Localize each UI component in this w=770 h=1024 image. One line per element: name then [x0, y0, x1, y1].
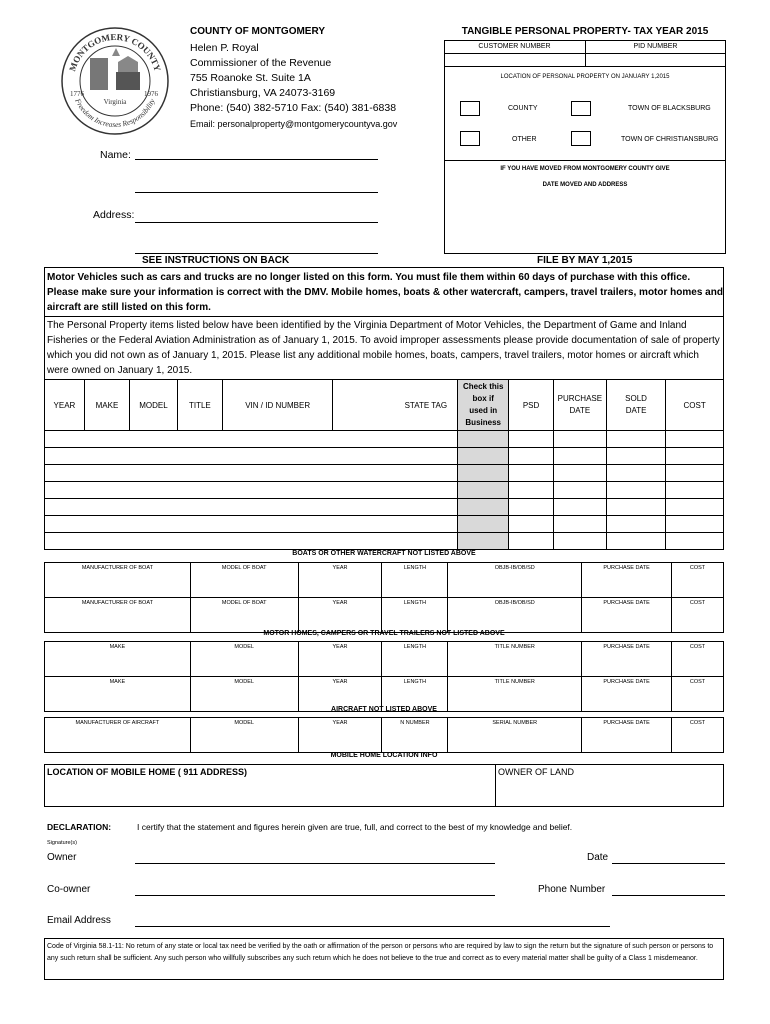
col-vin: VIN / ID NUMBER: [222, 380, 333, 431]
legal-footer-text: Code of Virginia 58.1-11: No return of any state or local tax need be verified by the oath or affirmation of the person or persons who are required by law to sign the return but the signature of such person or persons to any such return shall be sufficient. Any such person who willfully subscribes any such return which he does not believe to the true and correct as to every material matter shall be guilty of a Class 1 misdemeanor.: [47, 943, 714, 962]
col-psd: PSD: [509, 380, 554, 431]
col-sold-date: SOLD DATE: [606, 380, 665, 431]
co-owner-label: Co-owner: [47, 884, 91, 895]
aircraft-purchase-cell[interactable]: PURCHASE DATE: [582, 718, 672, 753]
mh-year-cell[interactable]: YEAR: [298, 642, 382, 677]
seal-left-text: 1776: [70, 90, 84, 98]
location-divider: [444, 66, 726, 67]
office-email[interactable]: Email: personalproperty@montgomerycountyva.gov: [190, 119, 398, 129]
blacksburg-checkbox[interactable]: [571, 101, 591, 116]
boat-length-cell[interactable]: LENGTH: [382, 563, 448, 598]
notice-divider: [44, 316, 724, 317]
office-address-1: 755 Roanoke St. Suite 1A: [190, 72, 311, 84]
table-row[interactable]: [45, 718, 724, 753]
mh-title-cell[interactable]: TITLE NUMBER: [448, 642, 582, 677]
property-info-box: [444, 40, 726, 254]
aircraft-table[interactable]: [44, 717, 724, 753]
date-field[interactable]: [612, 851, 725, 864]
seal-bottom-text: Freedom Increases Responsibility: [73, 97, 157, 130]
boat-length-cell[interactable]: LENGTH: [382, 598, 448, 633]
motor-homes-table[interactable]: [44, 641, 724, 712]
mh-length-cell[interactable]: LENGTH: [382, 677, 448, 712]
aircraft-n-number-cell[interactable]: N NUMBER: [382, 718, 448, 753]
declaration-label: DECLARATION:: [47, 822, 112, 832]
seal-top-text: MONTGOMERY COUNTY: [67, 31, 163, 73]
mh-year-cell[interactable]: YEAR: [298, 677, 382, 712]
date-label: Date: [587, 852, 609, 863]
email-label: Email Address: [47, 915, 111, 926]
see-instructions: SEE INSTRUCTIONS ON BACK: [142, 255, 290, 266]
col-state-tag: STATE TAG: [333, 380, 458, 431]
boat-purchase-cell[interactable]: PURCHASE DATE: [582, 563, 672, 598]
aircraft-year-cell[interactable]: YEAR: [298, 718, 382, 753]
county-checkbox[interactable]: [460, 101, 480, 116]
christiansburg-checkbox[interactable]: [571, 131, 591, 146]
mh-make-cell[interactable]: MAKE: [45, 677, 191, 712]
seal-state: Virginia: [103, 98, 127, 106]
boat-purchase-cell[interactable]: PURCHASE DATE: [582, 598, 672, 633]
form-title: TANGIBLE PERSONAL PROPERTY- TAX YEAR 2015: [461, 26, 709, 37]
name-label: Name:: [100, 149, 131, 161]
other-option-label: OTHER: [512, 136, 537, 143]
signatures-label: Signature(s): [47, 840, 77, 846]
table-row[interactable]: [45, 431, 724, 448]
christiansburg-option-label: TOWN OF CHRISTIANSBURG: [621, 136, 719, 143]
mh-cost-cell[interactable]: COST: [672, 677, 724, 712]
boat-manufacturer-cell[interactable]: MANUFACTURER OF BOAT: [45, 563, 191, 598]
name-field-1[interactable]: [135, 147, 378, 160]
col-purchase-date: PURCHASE DATE: [553, 380, 606, 431]
col-cost: COST: [666, 380, 724, 431]
boat-year-cell[interactable]: YEAR: [298, 563, 382, 598]
co-owner-signature-field[interactable]: [135, 883, 495, 896]
table-row[interactable]: [45, 448, 724, 465]
seal-icon: [60, 26, 170, 136]
name-field-2[interactable]: [135, 180, 378, 193]
boat-cost-cell[interactable]: COST: [672, 563, 724, 598]
vehicle-table: [44, 379, 724, 550]
mobile-home-location-label: LOCATION OF MOBILE HOME ( 911 ADDRESS): [47, 767, 248, 777]
address-field-1[interactable]: [135, 210, 378, 223]
aircraft-serial-cell[interactable]: SERIAL NUMBER: [448, 718, 582, 753]
moved-label-1: IF YOU HAVE MOVED FROM MONTGOMERY COUNTY GIVE: [500, 166, 670, 172]
declaration-text: I certify that the statement and figures herein given are true, full, and correct to the best of my knowledge and belief.: [137, 822, 573, 832]
mh-make-cell[interactable]: MAKE: [45, 642, 191, 677]
owner-label: Owner: [47, 852, 77, 863]
boat-obj-cell[interactable]: OBJB-IB/OB/SD: [448, 563, 582, 598]
county-option-label: COUNTY: [508, 105, 538, 112]
commissioner-name: Helen P. Royal: [190, 42, 259, 54]
col-make: MAKE: [84, 380, 129, 431]
mobile-home-location-field[interactable]: [44, 778, 495, 807]
aircraft-model-cell[interactable]: MODEL: [190, 718, 298, 753]
file-by-date: FILE BY MAY 1,2015: [537, 255, 633, 266]
mobile-home-title: MOBILE HOME LOCATION INFO: [330, 752, 438, 759]
county-seal: [60, 26, 170, 136]
mh-model-cell[interactable]: MODEL: [190, 642, 298, 677]
mh-title-cell[interactable]: TITLE NUMBER: [448, 677, 582, 712]
county-title: COUNTY OF MONTGOMERY: [190, 26, 325, 37]
owner-of-land-label: OWNER OF LAND: [498, 767, 575, 777]
table-row[interactable]: [45, 499, 724, 516]
boat-model-cell[interactable]: MODEL OF BOAT: [190, 563, 298, 598]
motor-homes-title: MOTOR HOMES, CAMPERS OR TRAVEL TRAILERS NOT LISTED ABOVE: [263, 630, 505, 637]
property-notice: The Personal Property items listed below have been identified by the Virginia Department of Motor Vehicles, the Department of Game and Inland Fisheries or the Federal Aviation Administration as of January 1, 2015. To avoid improper assessments please provide documentation of sale of property which you did not own as of January 1, 2015. Please list any additional mobile homes, boats, campers, travel trailers, motor homes or aircraft which were owned on January 1, 2015.: [47, 320, 720, 376]
mh-purchase-cell[interactable]: PURCHASE DATE: [582, 677, 672, 712]
table-row[interactable]: [45, 516, 724, 533]
table-row[interactable]: [45, 563, 724, 598]
pid-number-label: PID NUMBER: [633, 43, 678, 50]
boat-cost-cell[interactable]: COST: [672, 598, 724, 633]
phone-field[interactable]: [612, 883, 725, 896]
aircraft-manufacturer-cell[interactable]: MANUFACTURER OF AIRCRAFT: [45, 718, 191, 753]
other-checkbox[interactable]: [460, 131, 480, 146]
office-phone: Phone: (540) 382-5710 Fax: (540) 381-6838: [190, 102, 397, 114]
location-label: LOCATION OF PERSONAL PROPERTY ON JANUARY 1,2015: [500, 74, 670, 80]
mh-cost-cell[interactable]: COST: [672, 642, 724, 677]
boat-obj-cell[interactable]: OBJB-IB/OB/SD: [448, 598, 582, 633]
table-row[interactable]: [45, 482, 724, 499]
table-row[interactable]: [45, 598, 724, 633]
boats-title: BOATS OR OTHER WATERCRAFT NOT LISTED ABOVE: [292, 550, 476, 557]
boat-year-cell[interactable]: YEAR: [298, 598, 382, 633]
seal-right-text: 1976: [144, 90, 158, 98]
mh-model-cell[interactable]: MODEL: [190, 677, 298, 712]
table-row[interactable]: [45, 465, 724, 482]
aircraft-cost-cell[interactable]: COST: [672, 718, 724, 753]
table-row[interactable]: [45, 642, 724, 677]
address-label: Address:: [93, 209, 135, 221]
mh-purchase-cell[interactable]: PURCHASE DATE: [582, 642, 672, 677]
aircraft-title: AIRCRAFT NOT LISTED ABOVE: [331, 706, 437, 713]
moved-divider: [444, 160, 726, 161]
phone-label: Phone Number: [538, 884, 606, 895]
moved-label-2: DATE MOVED AND ADDRESS: [542, 182, 628, 188]
customer-number-label: CUSTOMER NUMBER: [478, 43, 551, 50]
col-title: TITLE: [177, 380, 222, 431]
boat-manufacturer-cell[interactable]: MANUFACTURER OF BOAT: [45, 598, 191, 633]
motor-vehicle-notice: Motor Vehicles such as cars and trucks are no longer listed on this form. You must file them within 60 days of purchase with this office. Please make sure your information is correct with the DMV. Mobile homes, boats & other watercraft, campers, travel trailers, motor homes and aircraft are still listed on this form.: [47, 272, 723, 313]
vehicle-table-body[interactable]: [45, 431, 724, 550]
address-field-2[interactable]: [135, 241, 378, 254]
boats-table[interactable]: [44, 562, 724, 633]
table-row[interactable]: [45, 533, 724, 550]
col-business-check: Check this box if used in Business: [458, 380, 509, 431]
col-model: MODEL: [130, 380, 178, 431]
owner-of-land-field[interactable]: [496, 778, 724, 807]
owner-signature-field[interactable]: [135, 851, 495, 864]
commissioner-role: Commissioner of the Revenue: [190, 57, 332, 69]
blacksburg-option-label: TOWN OF BLACKSBURG: [628, 105, 711, 112]
col-year: YEAR: [45, 380, 85, 431]
office-address-2: Christiansburg, VA 24073-3169: [190, 87, 336, 99]
email-field[interactable]: [135, 914, 610, 927]
mh-length-cell[interactable]: LENGTH: [382, 642, 448, 677]
boat-model-cell[interactable]: MODEL OF BOAT: [190, 598, 298, 633]
